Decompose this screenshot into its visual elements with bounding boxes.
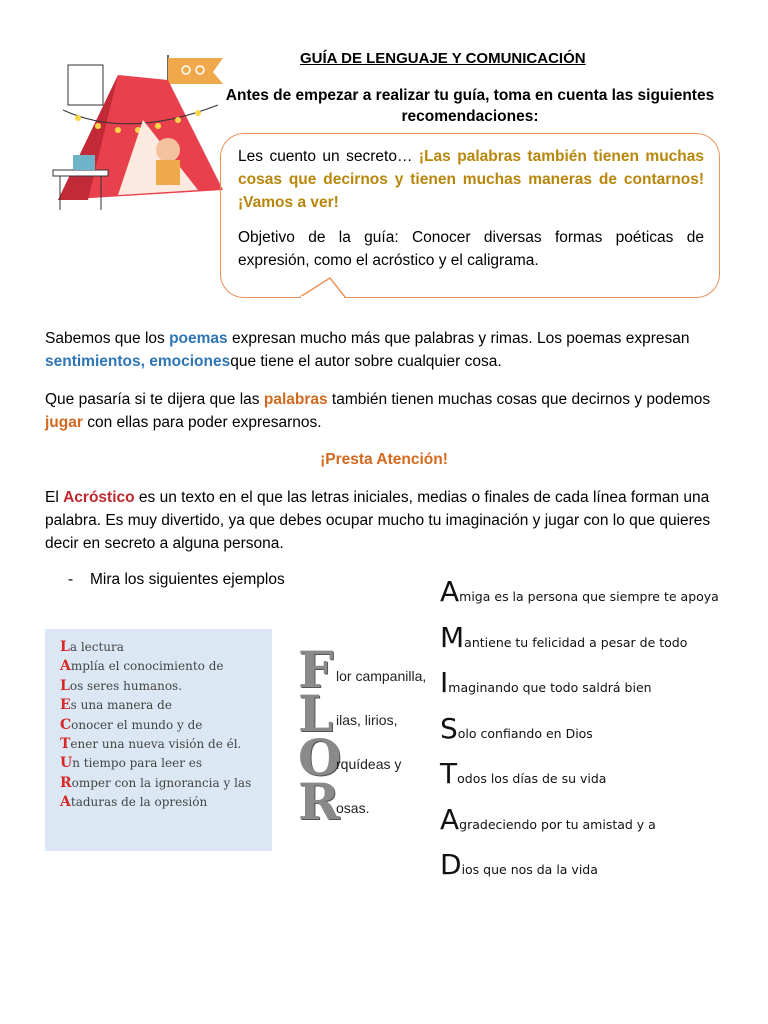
acrostic-initial: D <box>440 848 462 881</box>
acrostic-lectura-line <box>60 696 251 715</box>
acrostic-lectura-line <box>60 793 251 812</box>
acrostic-line-text: rquídeas y <box>336 756 402 772</box>
p2-palabras: palabras <box>263 391 328 408</box>
p2-jugar: jugar <box>45 414 83 431</box>
acrostic-initial: U <box>60 755 73 772</box>
p1-a: Sabemos que los <box>45 330 170 347</box>
p1-c: expresan mucho más que palabras y rimas. Los poemas expresan <box>227 330 690 347</box>
acrostic-line-text: s una manera de <box>70 698 172 713</box>
acrostic-line-text: ilas, lirios, <box>336 712 398 728</box>
acrostic-initial: A <box>440 575 460 608</box>
acrostic-line-text: osas. <box>336 800 370 816</box>
acrostic-initial: E <box>60 697 71 714</box>
p2-a: Que pasaría si te dijera que las <box>45 391 264 408</box>
p2-c: también tienen muchas cosas que decirnos y podemos <box>327 391 711 408</box>
acrostic-initial: F <box>298 640 334 699</box>
acrostic-lectura-line <box>60 677 251 696</box>
acrostic-line-text: a lectura <box>69 640 124 654</box>
page-title: GUÍA DE LENGUAJE Y COMUNICACIÓN <box>300 50 586 67</box>
acrostic-initial: R <box>60 774 72 791</box>
acrostic-line-text: taduras de la opresión <box>70 795 208 810</box>
p2-e: con ellas para poder expresarnos. <box>82 414 322 431</box>
acrostic-initial: S <box>440 711 458 745</box>
acrostic-initial: L <box>60 639 70 655</box>
acrostic-lectura-line <box>60 638 251 657</box>
acrostic-initial: A <box>60 658 71 675</box>
speech-bubble-tail <box>300 270 380 320</box>
acrostic-initial: R <box>298 772 340 831</box>
bullet-dash: - <box>68 571 74 588</box>
acrostic-lectura <box>60 638 251 813</box>
acrostic-lectura-line <box>60 735 251 754</box>
acrostic-initial: A <box>440 802 460 836</box>
acrostic-initial: I <box>440 666 449 699</box>
acrostic-line-text: ios que nos da la vida <box>461 862 598 877</box>
acrostic-amistad-line <box>440 575 719 608</box>
p3-acrostico: Acróstico <box>63 489 135 506</box>
acrostic-amistad-line <box>440 848 598 881</box>
bubble-intro-plain: Les cuento un secreto… <box>238 148 419 165</box>
bullet-text: Mira los siguientes ejemplos <box>90 571 285 588</box>
bubble-intro <box>238 145 704 214</box>
bubble-intro-highlight: ¡Las palabras también tienen muchas cosas que decirnos y tienen muchas maneras de contarnos!¡Vamos a ver! <box>238 148 704 211</box>
bubble-text <box>238 145 704 272</box>
acrostic-line-text: os seres humanos. <box>69 678 183 693</box>
p1-e: que tiene el autor sobre cualquier cosa. <box>230 353 502 370</box>
page-subtitle: Antes de empezar a realizar tu guía, toma en cuenta las siguientes recomendaciones: <box>225 87 715 125</box>
acrostic-initial: T <box>440 757 458 790</box>
tent-illustration <box>48 50 233 220</box>
acrostic-line-text: omper con la ignorancia y las <box>71 775 252 790</box>
acrostic-line-text: lor campanilla, <box>336 668 427 684</box>
acrostic-line-text: maginando que todo saldrá bien <box>448 680 652 695</box>
acrostic-lectura-line <box>60 657 251 676</box>
acrostic-initial: A <box>60 794 71 811</box>
paragraph-acrostico <box>45 486 725 555</box>
p3-a: El <box>45 489 64 506</box>
acrostic-line-text: miga es la persona que siempre te apoya <box>459 589 719 604</box>
examples-bullet <box>68 571 285 589</box>
acrostic-line-text: ener una nueva visión de él. <box>70 737 242 752</box>
acrostic-amistad-line <box>440 757 606 790</box>
acrostic-line-text: gradeciendo por tu amistad y a <box>459 816 656 832</box>
paragraph-poemas <box>45 327 725 373</box>
acrostic-lectura-line <box>60 754 251 773</box>
p1-sentimientos: sentimientos, emociones <box>45 353 231 370</box>
acrostic-line-text: odos los días de su vida <box>457 771 607 786</box>
acrostic-initial: L <box>60 677 70 694</box>
p3-c: es un texto en el que las letras iniciales, medias o finales de cada línea forman una palabra. Es muy divertido, ya que debes ocupar mucho tu imaginación y jugar con lo que quieres decir en secreto a alguna persona. <box>45 489 711 552</box>
acrostic-initial: L <box>298 684 334 743</box>
acrostic-initial: T <box>60 736 71 753</box>
acrostic-line-text: antiene tu felicidad a pesar de todo <box>464 634 688 650</box>
acrostic-flor-line <box>298 772 369 831</box>
acrostic-amistad-line <box>440 712 593 745</box>
acrostic-line-text: onocer el mundo y de <box>71 717 203 732</box>
bubble-objective: Objetivo de la guía: Conocer diversas formas poéticas de expresión, como el acróstico y el caligrama. <box>238 229 704 269</box>
p1-poemas: poemas <box>169 330 228 347</box>
acrostic-amistad-line <box>440 666 652 699</box>
acrostic-line-text: mplía el conocimiento de <box>70 659 224 674</box>
paragraph-palabras <box>45 388 725 434</box>
acrostic-lectura-line <box>60 716 251 735</box>
acrostic-amistad-line <box>440 621 687 654</box>
acrostic-initial: O <box>298 728 342 787</box>
acrostic-line-text: n tiempo para leer es <box>72 756 203 771</box>
acrostic-line-text: olo confiando en Dios <box>457 725 593 741</box>
acrostic-initial: C <box>60 716 72 733</box>
acrostic-initial: M <box>440 620 465 654</box>
acrostic-amistad-line <box>440 803 656 836</box>
attention-heading: ¡Presta Atención! <box>320 451 448 468</box>
acrostic-lectura-line <box>60 774 251 793</box>
